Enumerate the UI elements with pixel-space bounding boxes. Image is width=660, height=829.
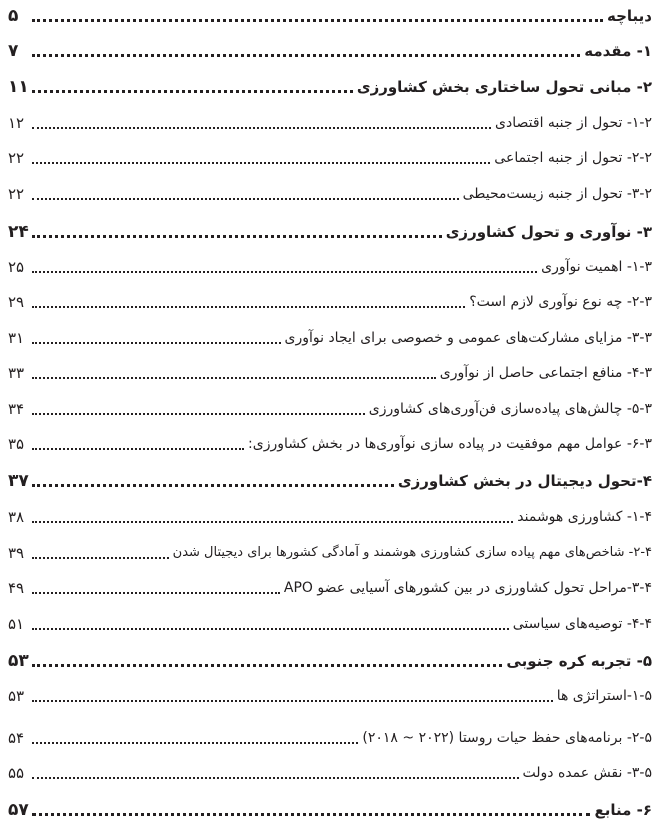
toc-page-number: ۲۵ — [8, 258, 25, 276]
toc-entry[interactable] — [8, 465, 652, 491]
toc-dot-leader — [32, 813, 590, 816]
toc-page-number: ۵۱ — [8, 615, 25, 633]
toc-entry[interactable] — [8, 251, 652, 277]
toc-entry[interactable] — [8, 645, 652, 671]
toc-dot-leader — [32, 557, 169, 559]
toc-page-number: ۵۴ — [8, 729, 25, 747]
toc-page-number: ۴۹ — [8, 579, 25, 597]
toc-page-number: ۲۲ — [8, 185, 25, 203]
toc-page-number: ۷ — [8, 41, 19, 61]
toc-dot-leader — [32, 306, 465, 308]
toc-entry-title: ۱- مقدمه — [584, 42, 652, 60]
toc-entry[interactable] — [8, 178, 652, 204]
toc-entry-title: دیباچه — [607, 7, 652, 25]
toc-dot-leader — [32, 448, 244, 450]
toc-page-number: ۵۳ — [8, 687, 25, 705]
toc-page-number: ۵۳ — [8, 651, 29, 671]
toc-entry[interactable] — [8, 71, 652, 97]
toc-entry-title: ۱-۲- تحول از جنبه اقتصادی — [495, 115, 652, 131]
toc-entry[interactable] — [8, 216, 652, 242]
toc-page-number: ۳۴ — [8, 400, 25, 418]
toc-dot-leader — [32, 521, 513, 523]
toc-entry-title: ۲-۳- چه نوع نوآوری لازم است؟ — [469, 294, 652, 310]
toc-page-number: ۵ — [8, 6, 19, 26]
toc-dot-leader — [32, 162, 490, 164]
toc-entry-title: ۳-۳- مزایای مشارکت‌های عمومی و خصوصی برای ایجاد نوآوری — [284, 330, 652, 346]
toc-entry-title: ۲-۵- برنامه‌های حفظ حیات روستا (۲۰۲۲ ~ ۲۰۱۸) — [362, 730, 652, 746]
toc-entry-title: ۴-تحول دیجیتال در بخش کشاورزی — [397, 472, 652, 490]
toc-dot-leader — [32, 377, 436, 379]
toc-dot-leader — [32, 90, 353, 93]
toc-dot-leader — [32, 127, 491, 129]
toc-page-number: ۳۱ — [8, 329, 25, 347]
toc-entry[interactable] — [8, 428, 652, 454]
toc-entry[interactable] — [8, 286, 652, 312]
toc-dot-leader — [32, 777, 519, 779]
toc-dot-leader — [32, 592, 280, 594]
toc-dot-leader — [32, 342, 281, 344]
toc-dot-leader — [32, 700, 553, 702]
toc-entry[interactable] — [8, 35, 652, 61]
toc-page-number: ۲۲ — [8, 149, 25, 167]
toc-entry[interactable] — [8, 501, 652, 527]
toc-page-number: ۵۷ — [8, 800, 29, 820]
toc-entry-title: ۴-۴- توصیه‌های سیاستی — [512, 616, 652, 632]
toc-page-number: ۵۵ — [8, 764, 25, 782]
toc-entry[interactable] — [8, 572, 652, 598]
toc-entry[interactable] — [8, 757, 652, 783]
toc-entry[interactable] — [8, 357, 652, 383]
toc-entry-title: ۱-۵-استراتژی ها — [556, 688, 652, 704]
toc-page-number: ۳۷ — [8, 471, 29, 491]
toc-entry[interactable] — [8, 393, 652, 419]
toc-dot-leader — [32, 19, 603, 22]
toc-page-number: ۳۵ — [8, 435, 25, 453]
toc-dot-leader — [32, 413, 365, 415]
toc-dot-leader — [32, 484, 394, 487]
toc-entry-title: ۶-۳- عوامل مهم موفقیت در پیاده سازی نوآوری‌ها در بخش کشاورزی: — [248, 436, 652, 452]
toc-dot-leader — [32, 235, 442, 238]
toc-entry[interactable] — [8, 794, 652, 820]
toc-dot-leader — [32, 628, 509, 630]
toc-page-number: ۲۴ — [8, 222, 29, 242]
toc-page-number: ۲۹ — [8, 293, 25, 311]
toc-page-number: ۳۸ — [8, 508, 25, 526]
toc-page-number: ۱۱ — [8, 77, 29, 97]
toc-entry[interactable] — [8, 322, 652, 348]
toc-entry-title: ۳-۲- تحول از جنبه زیست‌محیطی — [462, 186, 652, 202]
toc-entry[interactable] — [8, 107, 652, 133]
toc-entry-title: ۵- تجربه کره جنوبی — [506, 652, 652, 670]
toc-page-number: ۱۲ — [8, 114, 25, 132]
toc-dot-leader — [32, 198, 459, 200]
toc-entry-title: ۱-۴- کشاورزی هوشمند — [517, 509, 652, 525]
toc-entry-title: ۲- مبانی تحول ساختاری بخش کشاورزی — [356, 78, 652, 96]
toc-dot-leader — [32, 664, 502, 667]
toc-page-number: ۳۹ — [8, 544, 25, 562]
toc-dot-leader — [32, 742, 358, 744]
toc-entry[interactable] — [8, 722, 652, 748]
toc-entry-title: ۶- منابع — [594, 801, 652, 819]
toc-entry-title: ۲-۲- تحول از جنبه اجتماعی — [494, 150, 652, 166]
toc-entry-title: ۲-۴- شاخص‌های مهم پیاده سازی کشاورزی هوشمند و آمادگی کشورها برای دیجیتال شدن — [172, 545, 652, 560]
toc-entry[interactable] — [8, 0, 652, 26]
toc-page-number: ۳۳ — [8, 364, 25, 382]
toc-entry-title: ۵-۳- چالش‌های پیاده‌سازی فن‌آوری‌های کشاورزی — [368, 401, 652, 417]
toc-dot-leader — [32, 271, 537, 273]
toc-entry-title: ۴-۳- منافع اجتماعی حاصل از نوآوری — [439, 365, 652, 381]
toc-entry[interactable] — [8, 680, 652, 706]
toc-dot-leader — [32, 54, 580, 57]
toc-entry[interactable] — [8, 608, 652, 634]
toc-entry[interactable] — [8, 142, 652, 168]
toc-entry[interactable] — [8, 537, 652, 563]
toc-entry-title: ۳-۴-مراحل تحول کشاورزی در بین کشورهای آسیایی عضو APO — [283, 580, 652, 596]
toc-entry-title: ۳- نوآوری و تحول کشاورزی — [445, 223, 652, 241]
toc-entry-title: ۱-۳- اهمیت نوآوری — [541, 259, 652, 275]
toc-entry-title: ۳-۵- نقش عمده دولت — [522, 765, 652, 781]
